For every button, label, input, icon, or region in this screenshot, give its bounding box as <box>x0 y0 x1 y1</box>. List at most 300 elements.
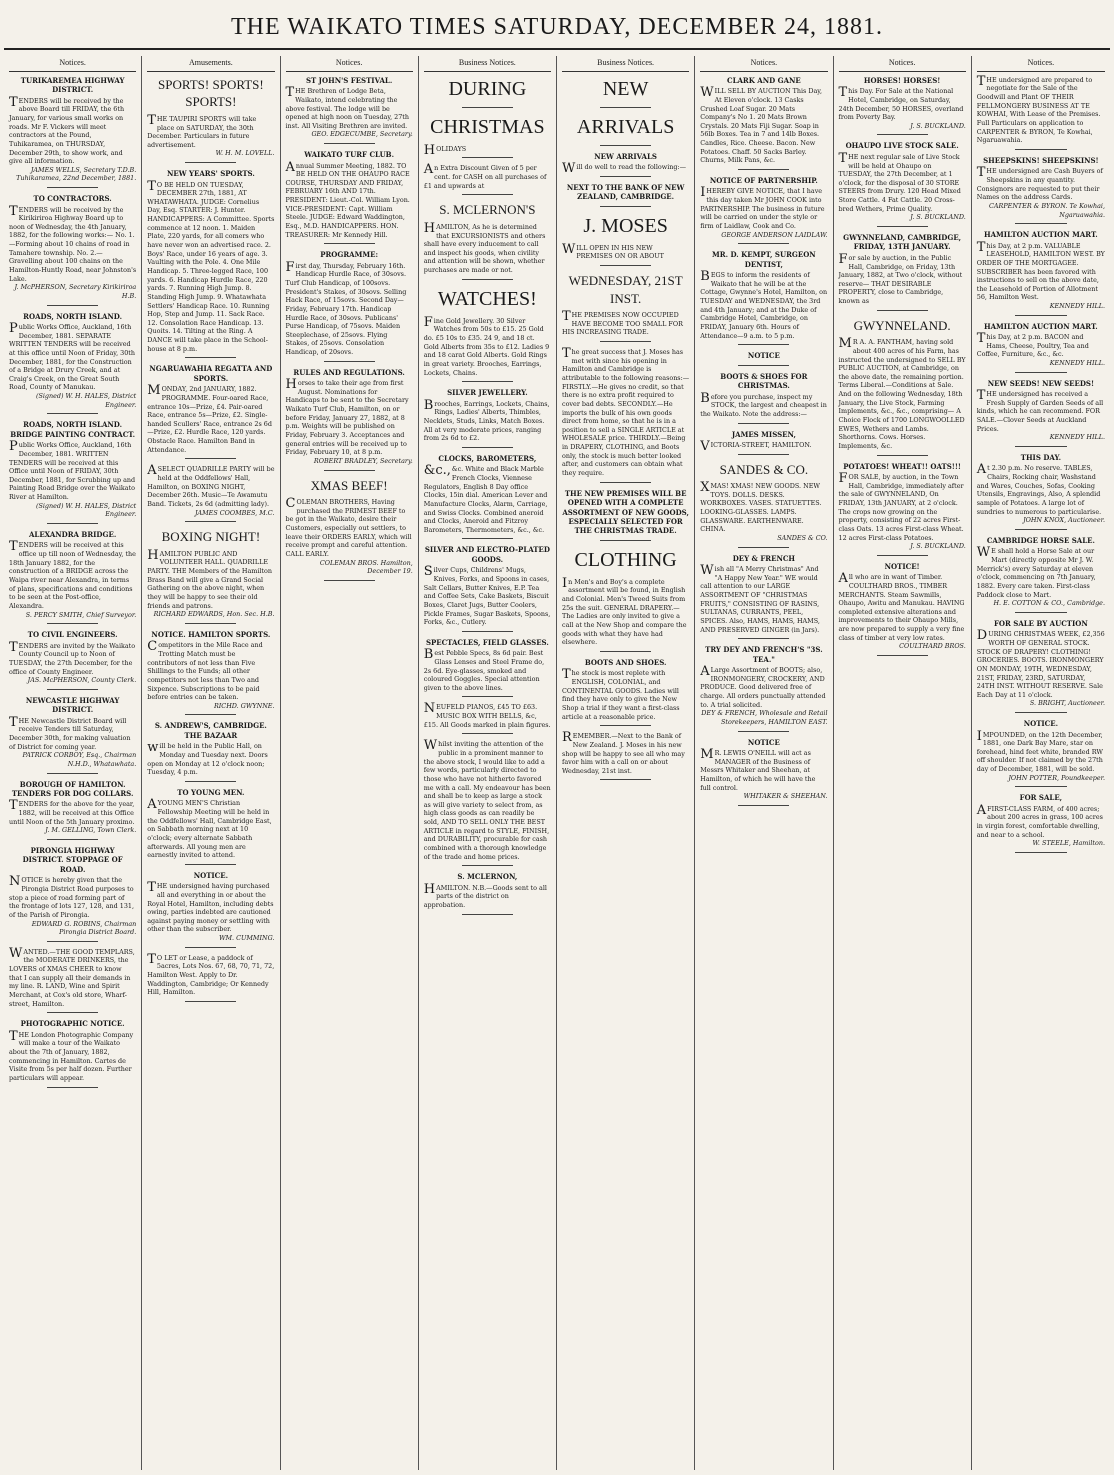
advertisement <box>147 169 274 358</box>
advertisement <box>9 312 136 415</box>
advertisement <box>147 951 275 1002</box>
separator-rule <box>185 714 236 715</box>
ad-signature: COULTHARD BROS. <box>899 642 966 651</box>
ad-signature: J. M. GELLING, Town Clerk. <box>45 826 137 835</box>
ad-title: NEXT TO THE BANK OF NEW ZEALAND, CAMBRIDGE. <box>566 182 685 202</box>
ad-body: WILL OPEN IN HIS NEW PREMISES ON OR ABOUT <box>562 241 664 261</box>
advertisement <box>9 530 136 624</box>
ad-title: NOTICE. <box>1023 719 1059 729</box>
ad-title: NOTICE. <box>193 870 229 880</box>
separator-rule <box>600 206 651 207</box>
advertisement <box>839 233 966 311</box>
ad-body: THE PREMISES NOW OCCUPIED HAVE BECOME TOO SMALL FOR HIS INCREASING TRADE. <box>562 309 683 337</box>
advertisement <box>700 250 827 345</box>
ad-signature: JOHN KNOX, Auctioneer. <box>1023 516 1105 525</box>
ad-signature: RICHD. GWYNNE. <box>213 701 275 710</box>
advertisement <box>9 945 136 1013</box>
ad-title: WATCHES! <box>437 287 537 310</box>
ad-signature: COLEMAN BROS. Hamilton, December 19. <box>319 558 413 576</box>
ad-title: OHAUPO LIVE STOCK SALE. <box>845 141 959 151</box>
ad-title: RULES AND REGULATIONS. <box>293 367 405 377</box>
ad-title: S. MCLERNON'S <box>439 202 536 218</box>
separator-rule <box>1015 529 1066 530</box>
ad-signature: JOHN POTTER, Poundkeeper. <box>1008 773 1105 782</box>
separator-rule <box>462 157 513 158</box>
ad-body: AYOUNG MEN'S Christian Fellowship Meeting will be held in the Oddfellows' Hall, Cambridge East, on Sabbath morning next at 10 o'clock; every alternate Sabbath afterwards. All young men are earnestly invited to attend. <box>147 797 272 860</box>
separator-rule <box>324 470 375 471</box>
column-header: Notices. <box>977 58 1105 72</box>
ad-body: ASELECT QUADRILLE PARTY will be held at the Oddfellows' Hall, Hamilton, on BOXING NIGHT, December 26th. Music—Te Awamutu Band. Tickets, 2s 6d (admitting lady). <box>147 463 275 508</box>
advertisement <box>286 250 413 361</box>
separator-rule <box>877 655 928 656</box>
ad-body: Public Works Office, Auckland, 16th December, 1881. WRITTEN TENDERS will be received at this Office until Noon of FRIDAY, 30th December, 1881, for Scrubbing up and Painting Road Bridge over the Waikato River at Hamilton. <box>9 439 136 502</box>
ad-signature: J. S. BUCKLAND. <box>910 121 966 130</box>
separator-rule <box>877 226 928 227</box>
ad-title: FOR SALE BY AUCTION <box>993 618 1088 628</box>
separator-rule <box>600 176 651 177</box>
separator-rule <box>185 162 236 163</box>
separator-rule <box>462 447 513 448</box>
advertisement <box>839 562 966 656</box>
ad-title: PROGRAMME: <box>320 250 379 260</box>
ad-body: THE next regular sale of Live Stock will be held at Ohaupo on TUESDAY, the 27th December, at 1 o'clock, for the disposal of 30 STORE STEERS from Drury. 120 Head Mixed Store Cattle. 4 Fat Cattle. 20 Cross-bred Wethers, Prime Quality. <box>838 150 961 213</box>
ad-title: NEW <box>602 77 649 100</box>
advertisement <box>424 703 551 734</box>
separator-rule <box>877 134 928 135</box>
ad-title: NEW ARRIVALS <box>594 151 657 161</box>
ad-signature: PATRICK CORBOY, Esq., Chairman N.H.D., Whatawhata. <box>22 751 137 768</box>
ad-title: DEY & FRENCH <box>732 553 796 563</box>
separator-rule <box>738 169 789 170</box>
advertisement <box>9 76 136 188</box>
ad-body: Before you purchase, inspect my STOCK, the largest and cheapest in the Waikato. Note the address:— <box>700 390 827 418</box>
ad-title: THIS DAY. <box>1020 453 1062 463</box>
ad-title: ST JOHN'S FESTIVAL. <box>305 75 393 85</box>
ad-body: In Men's and Boy's a complete assortment will be found, in English and Colonial. Men's Tweed Suits from 25s the suit. GENERAL DRAPERY.—The Ladies are only invited to give a call at the New Shop and compare the goods with what they have had elsewhere. <box>562 575 687 647</box>
ad-title: PIRONGIA HIGHWAY DISTRICT. STOPPAGE OF ROAD. <box>22 846 123 874</box>
ad-body: This Day. For Sale at the National Hotel, Cambridge, on Saturday, 24th December, 50 HORSES, overland from Poverty Bay. <box>838 85 964 122</box>
ad-body: Best Pebble Specs, 8s 6d pair. Best Glass Lenses and Steel Frame do, 2s 6d. Eye-glasses, smoked and coloured Goggles. Special attention given to the above lines. <box>423 647 545 692</box>
ad-title: SPORTS! SPORTS! SPORTS! <box>158 76 264 110</box>
ad-title: BOROUGH OF HAMILTON. TENDERS FOR DOG COLLARS. <box>11 779 134 799</box>
ad-body: WILL SELL BY AUCTION This Day, At Eleven o'clock. 13 Casks Crushed Loaf Sugar. 20 Mats Company's No 1. 20 Mats Brown Crystals. 20 Mats Fiji Sugar. Soap in 56lb Boxes. Tea in 7 and 14lb Boxes. Candles, Rice. Cheese. Bacon. New Potatoes. Chaff. 50 Sacks Barley. Churns, Milk Pans, &c. <box>700 85 823 165</box>
separator-rule <box>185 947 236 948</box>
column-header: Notices. <box>700 58 827 72</box>
advertisement <box>839 462 966 556</box>
ad-signature: DEY & FRENCH, Wholesale and Retail Storekeepers, HAMILTON EAST. <box>701 709 828 726</box>
ad-title: JAMES MISSEN, <box>731 429 796 439</box>
advertisement <box>147 630 274 716</box>
separator-rule <box>324 580 375 581</box>
advertisement <box>424 872 551 914</box>
separator-rule <box>1015 786 1066 787</box>
column-header: Notices. <box>9 58 136 72</box>
newspaper-page <box>4 6 1110 1470</box>
ad-signature: J. S. BUCKLAND. <box>910 542 966 551</box>
advertisement <box>562 658 689 726</box>
ad-title: NOTICE <box>747 351 780 361</box>
advertisement <box>977 536 1105 613</box>
ad-signature: (Signed) W. H. HALES, District Engineer. <box>36 501 137 519</box>
ad-title: HORSES! HORSES! <box>863 75 941 85</box>
masthead <box>4 6 1110 50</box>
ad-title: BOXING NIGHT! <box>161 529 261 545</box>
advertisement <box>9 630 136 690</box>
separator-rule <box>324 143 375 144</box>
ad-signature: RICHARD EDWARDS, Hon. Sec. H.B. <box>153 610 275 619</box>
ad-body: THE undersigned having purchased all and everything in or about the Royal Hotel, Hamilton, including debts owing, parties indebted are cautioned against paying money or settling with other than the subscriber. <box>147 880 274 934</box>
advertisement <box>977 230 1105 316</box>
separator-rule <box>185 1001 236 1002</box>
ad-body: This Day, at 2 p.m. VALUABLE LEASEHOLD, HAMILTON WEST. BY ORDER OF THE MORTGAGEE. SUBSCRIBER has been favored with instructions to sell on the above date, the Leasehold of Portion of Allotment 56, Hamilton West. <box>976 239 1105 302</box>
separator-rule <box>600 540 651 541</box>
advertisement <box>977 379 1105 447</box>
ad-title: TO YOUNG MEN. <box>177 787 245 797</box>
ad-body: THE London Photographic Company will make a tour of the Waikato about the 7th of January, 1882, commencing in Hamilton. Cartes de Visite from 5s per half dozen. Further particulars will appear. <box>9 1028 134 1082</box>
separator-rule <box>600 725 651 726</box>
ad-body: will be held in the Public Hall, on Monday and Tuesday next. Doors open on Monday at 12 o'clock noon; Tuesday, 4 p.m. <box>147 740 268 777</box>
ad-body: Wish all "A Merry Christmas" And "A Happy New Year." WE would call attention to our LARGE ASSORTMENT OF "CHRISTMAS FRUITS," CONSISTING OF RASINS, SULTANAS, CURRANTS, PEEL, SPICES. Also, HAMS, HAMS, HAMS, AND PRESERVED GINGER (in Jars). <box>700 563 820 634</box>
separator-rule <box>462 107 513 108</box>
ad-title: WEDNESDAY, 21ST INST. <box>568 273 683 306</box>
ad-title: J. MOSES <box>583 214 668 237</box>
ad-signature: J. S. BUCKLAND. <box>910 213 966 222</box>
ad-body: IHEREBY GIVE NOTICE, that I have this day taken Mr JOHN COOK into PARTNERSHIP. The business in future will be carried on under the style or firm of Laidlaw, Cook and Co. <box>700 185 825 230</box>
separator-rule <box>462 865 513 866</box>
ad-signature: KENNEDY HILL. <box>1049 302 1105 311</box>
ad-title: WAIKATO TURF CLUB. <box>304 150 395 160</box>
ad-body: Competitors in the Mile Race and Trotting Match must be contributors of not less than Five Shillings to the Funds; all other competitors not less than Two and Sixpence. Subscriptions to be paid before entries can be taken. <box>147 639 263 702</box>
advertisement <box>424 76 551 108</box>
ad-title: PHOTOGRAPHIC NOTICE. <box>20 1019 125 1029</box>
ad-body: TENDERS will be received at this office up till noon of Wednesday, the 18th January 1882, for the construction of a BRIDGE across the Waipa river near Alexandra, in terms of plans, specifications and conditions to be seen at the Post-office, Alexandra. <box>9 539 136 610</box>
advertisement <box>700 738 827 806</box>
advertisement <box>977 322 1105 373</box>
advertisement <box>562 152 689 177</box>
ad-body: MR A. A. FANTHAM, having sold about 400 acres of his Farm, has instructed the undersigned to SELL BY PUBLIC AUCTION, at Cambridge, on the above date, the remaining portion. Terms Liberal.—Conditions at Sale. And on the following Wednesday, 18th January, the Live Stock, Farming Implements, &c., &c., comprising— A Choice Flock of 1700 LONGWOOLLED EWES, Wethers and Lambs. Shorthorns. Cows. Horses. Implements, &c. <box>838 336 966 450</box>
ad-body: TENDERS will be received by the Kirikiriroa Highway Board up to noon of Wednesday, the 4th January, 1882, for the following works:— No. 1.—Forming about 10 chains of road in Tamahere township. No. 2.—Gravelling about 100 chains on the Hamilton-Huntly Road, near Johnston's Lake. <box>9 203 137 283</box>
ad-body: THE undersigned has received a Fresh Supply of Garden Seeds of all kinds, which he can recommend. FOR SALE.—Clover Seeds at Auckland Prices. <box>976 388 1104 433</box>
ad-title: NGARUAWAHIA REGATTA AND SPORTS. <box>149 364 273 383</box>
separator-rule <box>462 279 513 280</box>
separator-rule <box>462 696 513 697</box>
separator-rule <box>462 194 513 195</box>
ad-title: DURING <box>448 77 527 100</box>
ad-body: BEGS to inform the residents of Waikato that he will be at the Cottage, Gwynne's Hotel, Hamilton, on TUESDAY and WEDNESDAY, the 3rd and 4th January; and at the Duke of Cambridge Hotel, Cambridge, on FRIDAY, January 6th. Hours of Attendance—9 a.m. to 5 p.m. <box>700 269 828 340</box>
advertisement <box>700 372 827 424</box>
ad-title: CHRISTMAS <box>430 115 545 138</box>
column-header: Amusements. <box>147 58 274 72</box>
advertisement <box>700 176 827 244</box>
ad-signature: S. BRIGHT, Auctioneer. <box>1029 699 1105 708</box>
advertisement <box>9 194 136 305</box>
ad-body: Brooches, Earrings, Lockets, Chains, Rings, Ladies' Alberts, Thimbles, Necklets, Studs, Links, Match Boxes. All at very moderate prices, ranging from 2s 6d to £2. <box>423 397 550 443</box>
separator-rule <box>600 779 651 780</box>
ad-title: HAMILTON AUCTION MART. <box>984 321 1098 331</box>
advertisement <box>700 351 827 365</box>
ad-title: NOTICE. HAMILTON SPORTS. <box>151 629 271 639</box>
ad-title: NOTICE! <box>884 561 920 571</box>
separator-rule <box>462 733 513 734</box>
advertisement <box>286 477 413 581</box>
ad-signature: KENNEDY HILL. <box>1049 359 1105 368</box>
ad-body: This Day, at 2 p.m. BACON and Hams, Cheese, Poultry, Tea and Coffee, Furniture, &c., &c. <box>976 331 1089 359</box>
ad-signature: JAMES WELLS, Secretary T.D.B. Tuhikaramea, 22nd December, 1881. <box>16 165 137 183</box>
ad-body: For sale by auction, in the Public Hall, Cambridge, on Friday, 13th January, 1882, at Two o'clock, without reserve— THAT DESIRABLE PROPERTY, close to Cambridge, known as <box>838 251 963 306</box>
ad-signature: H. E. COTTON & CO., Cambridge. <box>993 599 1105 608</box>
advertisement <box>700 430 827 455</box>
ad-body: REMEMBER.—Next to the Bank of New Zealand. J. Moses in his new shop will be happy to see all who may favor him with a call on or about Wednesday, 21st inst. <box>562 730 685 775</box>
advertisement <box>424 740 551 866</box>
ad-title: ARRIVALS <box>576 115 675 138</box>
ad-body: Annual Summer Meeting, 1882. TO BE HELD ON THE OHAUPO RACE COURSE, THURSDAY AND FRIDAY, FEBRUARY 16th AND 17th. PRESIDENT: Lieut.-Col. William Lyon. VICE-PRESIDENT: Capt. William Steele. JUDGE: Edward Waddington, Esq., M.D. HANDICAPPERS. HON. TREASURER: Mr Kennedy Hill. <box>285 159 410 239</box>
ad-body: NEUFELD PIANOS, £45 TO £63. MUSIC BOX WITH BELLS, &c, £15. All Goods marked in plain figures. <box>423 701 551 729</box>
separator-rule <box>47 413 98 414</box>
column-7 <box>834 56 972 1470</box>
column-2 <box>142 56 280 1470</box>
ad-body: HOLIDAYS <box>423 142 467 158</box>
ad-title: TRY DEY AND FRENCH'S "3S. TEA." <box>705 645 823 664</box>
separator-rule <box>47 187 98 188</box>
ad-signature: KENNEDY HILL. <box>1049 433 1105 442</box>
advertisement <box>562 348 689 483</box>
ad-body: All who are in want of Timber. COULTHARD BROS., TIMBER MERCHANTS. Steam Sawmills, Ohaupo, Awitu and Manukau. HAVING completed extensive alterations and improvements to their Ohaupo Mills, are now prepared to supply a very fine class of timber at very low rates. <box>838 571 965 642</box>
advertisement <box>700 645 827 731</box>
ad-signature: SANDES & CO. <box>777 533 828 542</box>
advertisement <box>9 696 136 774</box>
separator-rule <box>462 538 513 539</box>
column-5 <box>557 56 695 1470</box>
separator-rule <box>1015 315 1066 316</box>
advertisement <box>562 76 689 108</box>
ad-body: MR. LEWIS O'NEILL will act as MANAGER of the Business of Messrs Whitaker and Sheehan, at Hamilton, of which he will have the full control. <box>700 746 816 792</box>
advertisement <box>424 545 551 631</box>
advertisement <box>424 638 551 698</box>
separator-rule <box>738 365 789 366</box>
ad-body: An Extra Discount Given of 5 per cent. for CASH on all purchases of £1 and upwards at <box>423 162 547 190</box>
separator-rule <box>324 243 375 244</box>
advertisement <box>147 788 274 865</box>
ad-body: The stock is most replete with ENGLISH, COLONIAL, and CONTINENTAL GOODS. Ladies will find they have only to give the New Shop a trial if they want a first-class article at a reasonable price. <box>562 667 680 721</box>
ad-title: S. MCLERNON, <box>457 872 518 882</box>
advertisement <box>147 528 274 624</box>
advertisement <box>562 272 689 342</box>
ad-body: At 2.30 p.m. No reserve. TABLES, Chairs, Rocking chair, Washstand and Wares, Couches, Sofas, Cooking Utensils, Engravings, Also, A splendid sample of Potatoes. A large lot of sundries to numerous to particularise. <box>976 462 1102 516</box>
advertisement <box>286 368 413 471</box>
separator-rule <box>600 145 651 146</box>
advertisement <box>9 1019 136 1087</box>
ad-signature: WM. CUMMING. <box>218 934 275 943</box>
advertisement <box>562 489 689 541</box>
separator-rule <box>738 454 789 455</box>
ad-title: TO CONTRACTORS. <box>33 194 112 204</box>
separator-rule <box>47 839 98 840</box>
ad-body: Whilst inviting the attention of the public in a prominent manner to the above stock, I would like to add a few words, particularly directed to those who have not hitherto favored me with a call. My endeavour has been and shall be to keep as large a stock as will give variety to select from, as high class goods as can readily be sold, AND TO SELL ONLY THE BEST ARTICLE in regard to STYLE, FINISH, and DURABILITY, procurable for cash combined with a thorough knowledge of the trade and home prices. <box>423 738 551 861</box>
ad-signature: W. STEELE, Hamilton. <box>1032 839 1105 848</box>
ad-body: MONDAY, 2nd JANUARY, 1882. PROGRAMME. Four-oared Race, entrance 10s—Prize, £4. Pair-oared Race, entrance 5s—Prize, £2. Single-handed Scullers' Race, entrance 2s 6d—Prize, £2. Hurdle Race, 120 yards. Obstacle Race. Hamilton Band in Attendance. <box>147 383 272 454</box>
column-4 <box>419 56 557 1470</box>
advertisement <box>562 183 689 207</box>
advertisement <box>9 780 136 840</box>
advertisement <box>839 141 966 227</box>
ad-body: HAMILTON PUBLIC AND VOLUNTEER HALL. QUADRILLE PARTY. THE Members of the Hamilton Brass Band will give a Grand Social Gathering on the above night, when they will be happy to see their old friends and patrons. <box>147 547 272 610</box>
ad-body: WANTED.—THE GOOD TEMPLARS, the MODERATE DRINKERS, the LOVERS of XMAS CHEER to know that I can supply all their demands in my line. R. LAND, Wine and Spirit Merchant, at Cox's old store, Wharf-street, Hamilton. <box>9 945 135 1008</box>
ad-title: MR. D. KEMPT, SURGEON DENTIST, <box>712 250 816 269</box>
ad-signature: GEORGE ANDERSON LAIDLAW. <box>721 230 828 239</box>
advertisement <box>147 364 274 459</box>
ad-title: HAMILTON AUCTION MART. <box>984 230 1098 240</box>
advertisement <box>424 454 551 540</box>
ad-title: BOOTS & SHOES FOR CHRISTMAS. <box>720 371 808 391</box>
advertisement <box>147 465 274 522</box>
ad-body: Fine Gold Jewellery. 30 Silver Watches from 50s to £15. 25 Gold do. £5 10s to £35. 24 9, and 18 ct. Gold Alberts from 35s to £12. Ladies 9 and 18 carat Gold Alberts. Gold Rings in great variety. Brooches, Earrings, Lockets, Chains. <box>423 314 550 377</box>
separator-rule <box>1015 446 1066 447</box>
ad-title: CAMBRIDGE HORSE SALE. <box>986 535 1095 545</box>
column-header: Business Notices. <box>562 58 689 72</box>
advertisement <box>286 76 413 144</box>
masthead-title: THE WAIKATO TIMES SATURDAY, DECEMBER 24, 1881. <box>230 13 884 40</box>
separator-rule <box>877 455 928 456</box>
advertisement <box>562 114 689 146</box>
advertisement <box>286 150 413 244</box>
ad-body: Horses to take their age from first August. Nominations for Handicaps to be sent to the Secretary Waikato Turf Club, Hamilton, on or before Friday, January 27, 1882, at 8 p.m. Weights will be published on Friday, February 3. Acceptances and general entries will be received up to Friday, February 10, at 8 p.m. <box>285 377 409 457</box>
ad-title: CLARK AND GANE <box>727 75 801 85</box>
advertisement <box>700 76 827 170</box>
separator-rule <box>185 458 236 459</box>
ad-title: NEW SEEDS! NEW SEEDS! <box>987 378 1095 388</box>
advertisement <box>977 719 1105 787</box>
separator-rule <box>47 305 98 306</box>
advertisement <box>977 619 1105 713</box>
ad-signature: ROBERT BRADLEY, Secretary. <box>313 456 413 465</box>
ad-title: SILVER AND ELECTRO-PLATED GOODS. <box>424 545 550 564</box>
advertisement <box>424 114 551 159</box>
separator-rule <box>738 638 789 639</box>
separator-rule <box>877 555 928 556</box>
advertisement <box>977 793 1105 853</box>
ad-signature: (Signed) W. H. HALES, District Engineer. <box>36 392 137 409</box>
separator-rule <box>185 864 236 865</box>
advertisement <box>839 317 966 456</box>
ad-title: NEWCASTLE HIGHWAY DISTRICT. <box>25 695 120 715</box>
separator-rule <box>47 523 98 524</box>
ad-title: NOTICE OF PARTNERSHIP. <box>709 176 818 185</box>
ad-signature: S. PERCY SMITH, Chief Surveyor. <box>25 610 137 619</box>
separator-rule <box>47 689 98 690</box>
separator-rule <box>324 361 375 362</box>
ad-title: ROADS, NORTH ISLAND. BRIDGE PAINTING CONTRACT. <box>10 420 136 439</box>
ad-body: TO LET or Lease, a paddock of 5acres, Lots Nos. 67, 68, 70, 71, 72, Hamilton West. Apply to Dr. Waddington, Cambridge; Or Kennedy Hill, Hamilton. <box>147 951 275 997</box>
ad-body: THE undersigned are prepared to negotiate for the Sale of the Goodwill and Plant OF THEIR FELLMONGERY BUSINESS AT TE KOWHAI, With Lease of the Premises. Full Particulars on application to CARPENTER & BYRON, Te Kowhai, Ngaruawahia. <box>976 73 1101 145</box>
column-header: Business Notices. <box>424 58 551 72</box>
advertisement <box>700 554 827 640</box>
advertisement <box>9 846 136 942</box>
separator-rule <box>462 631 513 632</box>
ad-signature: W. H. M. LOVELL. <box>215 149 275 158</box>
separator-rule <box>47 941 98 942</box>
column-8 <box>972 56 1110 1470</box>
ad-title: GWYNNELAND, CAMBRIDGE, FRIDAY, 13TH JANUARY. <box>843 233 962 252</box>
advertisement <box>700 461 827 548</box>
separator-rule <box>600 482 651 483</box>
advertisement <box>977 156 1105 224</box>
ad-signature: JAS. McPHERSON, County Clerk. <box>27 676 137 685</box>
separator-rule <box>462 381 513 382</box>
ad-signature: EDWARD G. ROBINS, Chairman Pirongia District Board. <box>31 919 137 937</box>
separator-rule <box>738 805 789 806</box>
ad-title: SILVER JEWELLERY. <box>447 388 528 398</box>
ad-title: NOTICE <box>747 737 780 747</box>
separator-rule <box>1015 852 1066 853</box>
advertisement <box>977 453 1105 530</box>
ad-title: ROADS, NORTH ISLAND. <box>23 311 123 321</box>
ad-body: FOR SALE, by auction, in the Town Hall, Cambridge, immediately after the sale of GWYNNELAND, On FRIDAY, 13th JANUARY, at 2 o'clock. The crops now growing on the property, consisting of 22 acres First-class Oats. 13 acres First-class Wheat. 12 acres First-class Potatoes. <box>838 471 964 542</box>
ad-body: Silver Cups, Childrens' Mugs, Knives, Forks, and Spoons in cases, Salt Cellars, Butter Knives, E.P. Tea and Coffee Sets, Cake Baskets, Biscuit Boxes, Claret Jugs, Butter Coolers, Pickle Frames, Sugar Baskets, Spoons, Forks, &c., Cutlery. <box>423 564 551 627</box>
separator-rule <box>738 547 789 548</box>
separator-rule <box>47 1087 98 1088</box>
ad-title: SPECTACLES, FIELD GLASSES. <box>425 637 549 647</box>
ad-title: FOR SALE, <box>1019 793 1063 803</box>
ad-title: TURIKAREMEA HIGHWAY DISTRICT. <box>20 75 125 95</box>
ad-signature: CARPENTER & BYRON. Te Kowhai, Ngaruawahia. <box>989 201 1105 219</box>
ad-body: AFIRST-CLASS FARM, of 400 acres; about 200 acres in grass, 100 acres in virgin forest, comfortable dwelling, and near to a school. <box>976 802 1103 839</box>
ad-signature: JAMES COOMBES, M.C. <box>194 508 275 517</box>
separator-rule <box>185 357 236 358</box>
ad-title: S. ANDREW'S, CAMBRIDGE. THE BAZAAR <box>154 721 267 740</box>
ad-signature: GEO. EDGECUMBE, Secretary. <box>311 130 413 139</box>
ad-body: The great success that J. Moses has met with since his opening in Hamilton and Cambridge is attributable to the following reasons:— FIRSTLY.—He gives no credit, so that there is no extra profit required to cover bad debts. SECONDLY.—He imports the bulk of his own goods direct from home, so that he is in a position to sell a SINGLE ARTICLE at WHOLESALE price. THIRDLY.—Being in DRAPERY, CLOTHING, and Boots only, the stock is much better looked after, and customers can obtain what they require. <box>562 346 690 478</box>
ad-title: CLOCKS, BAROMETERS, <box>438 453 537 463</box>
separator-rule <box>47 773 98 774</box>
column-header: Notices. <box>286 58 413 72</box>
ad-body: COLEMAN BROTHERS, Having purchased the PRIMEST BEEF to be got in the Waikato, desire their Customers, especially out settlers, to leave their ORDERS EARLY, which will receive prompt and careful attention. CALL EARLY. <box>285 496 412 558</box>
ad-body: HAMILTON. N.B.—Goods sent to all parts of the district on approbation. <box>423 881 547 910</box>
ad-title: POTATOES! WHEAT!! OATS!!! <box>843 461 961 471</box>
column-1 <box>4 56 142 1470</box>
separator-rule <box>738 423 789 424</box>
separator-rule <box>738 243 789 244</box>
advertisement <box>424 388 551 448</box>
ad-body: TENDERS for the above for the year, 1882, will be received at this Office until Noon of the 5th January proximo. <box>9 798 135 826</box>
separator-rule <box>1015 372 1066 373</box>
ad-body: VICTORIA-STREET, HAMILTON. <box>700 438 812 454</box>
advertisement <box>424 201 551 279</box>
separator-rule <box>462 914 513 915</box>
separator-rule <box>600 107 651 108</box>
separator-rule <box>47 623 98 624</box>
ad-body: Will do well to read the following:— <box>562 161 687 177</box>
separator-rule <box>877 310 928 311</box>
advertisement <box>562 547 689 652</box>
ad-title: SHEEPSKINS! SHEEPSKINS! <box>983 155 1099 165</box>
separator-rule <box>185 781 236 782</box>
separator-rule <box>185 521 236 522</box>
separator-rule <box>1015 712 1066 713</box>
ad-body: IMPOUNDED, on the 12th December, 1881, one Dark Bay Mare, star on forehead, hind feet white, branded RW off shoulder. If not claimed by the 27th day of December, 1881, will be sold. <box>976 728 1103 774</box>
column-6 <box>695 56 833 1470</box>
separator-rule <box>738 731 789 732</box>
ad-body: WE shall hold a Horse Sale at our Mart (directly opposite Mr J. W. Merrick's) every Saturday at eleven o'clock, commencing on 7th January, 1882. Every care taken. First-class Paddock close to Mart. <box>976 545 1096 599</box>
advertisement <box>562 213 689 266</box>
separator-rule <box>1015 612 1066 613</box>
ad-signature: J. McPHERSON, Secretary Kirikiriroa H.B. <box>14 283 137 300</box>
advertisement <box>562 732 689 780</box>
ad-body: Public Works Office, Auckland, 16th December, 1881. SEPARATE WRITTEN TENDERS will be received at this office until Noon of Friday, 30th December, 1881, for the Construction of a Bridge at Drury Creek, and at Craig's Creek, on the Great South Road, County of Manukau. <box>9 321 135 392</box>
ad-title: TO CIVIL ENGINEERS. <box>27 630 118 640</box>
advertisement <box>839 76 966 136</box>
ad-body: THE Brethren of Lodge Beta, Waikato, intend celebrating the above festival. The lodge will be opened at high noon on Tuesday, 27th inst. All Visiting Brethren are invited. <box>285 85 409 130</box>
separator-rule <box>47 1012 98 1013</box>
